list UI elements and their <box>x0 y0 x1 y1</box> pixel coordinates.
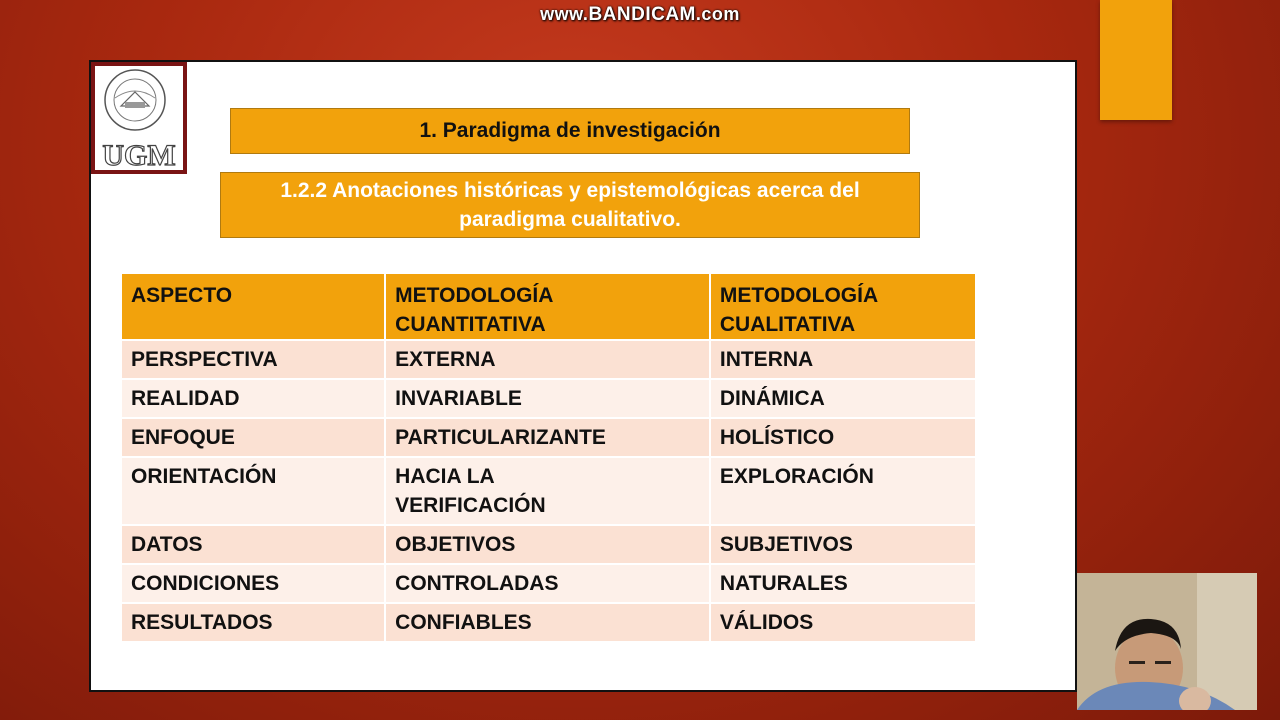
comparison-table <box>120 272 977 643</box>
table-cell: HACIA LA VERIFICACIÓN <box>386 458 709 524</box>
decorative-accent-bar <box>1100 0 1172 120</box>
table-row <box>122 565 975 602</box>
table-row <box>122 341 975 378</box>
table-cell: ORIENTACIÓN <box>122 458 384 524</box>
table-cell: INVARIABLE <box>386 380 709 417</box>
table-cell: OBJETIVOS <box>386 526 709 563</box>
table-row <box>122 526 975 563</box>
table-cell: CONDICIONES <box>122 565 384 602</box>
slide-title: 1. Paradigma de investigación <box>230 108 910 154</box>
header-aspecto: ASPECTO <box>122 274 384 339</box>
university-logo <box>91 62 187 174</box>
table-cell: REALIDAD <box>122 380 384 417</box>
ugm-seal-icon <box>91 62 187 174</box>
table-row <box>122 419 975 456</box>
presentation-slide <box>89 60 1077 692</box>
table-cell: CONTROLADAS <box>386 565 709 602</box>
slide-subtitle: 1.2.2 Anotaciones históricas y epistemológicas acerca del paradigma cualitativo. <box>220 172 920 238</box>
table-cell: DINÁMICA <box>711 380 975 417</box>
bandicam-watermark <box>0 4 1280 26</box>
table-cell: SUBJETIVOS <box>711 526 975 563</box>
table-cell: HOLÍSTICO <box>711 419 975 456</box>
table-cell: PERSPECTIVA <box>122 341 384 378</box>
table-row <box>122 380 975 417</box>
table-row <box>122 604 975 641</box>
table-cell: ENFOQUE <box>122 419 384 456</box>
table-cell: RESULTADOS <box>122 604 384 641</box>
presenter-video-icon <box>1077 573 1257 710</box>
table-cell: INTERNA <box>711 341 975 378</box>
table-cell: VÁLIDOS <box>711 604 975 641</box>
header-cualitativa: METODOLOGÍA CUALITATIVA <box>711 274 975 339</box>
table-cell: DATOS <box>122 526 384 563</box>
header-cuantitativa: METODOLOGÍA CUANTITATIVA <box>386 274 709 339</box>
table-cell: NATURALES <box>711 565 975 602</box>
logo-letters: UGM <box>102 139 176 172</box>
table-cell: EXPLORACIÓN <box>711 458 975 524</box>
table-cell: CONFIABLES <box>386 604 709 641</box>
table-header-row <box>122 274 975 339</box>
table-row <box>122 458 975 524</box>
watermark-suffix: .com <box>695 4 740 24</box>
table-cell: PARTICULARIZANTE <box>386 419 709 456</box>
table-cell: EXTERNA <box>386 341 709 378</box>
webcam-overlay <box>1077 573 1257 710</box>
watermark-prefix: www. <box>540 4 589 24</box>
watermark-brand: BANDICAM <box>588 4 696 25</box>
